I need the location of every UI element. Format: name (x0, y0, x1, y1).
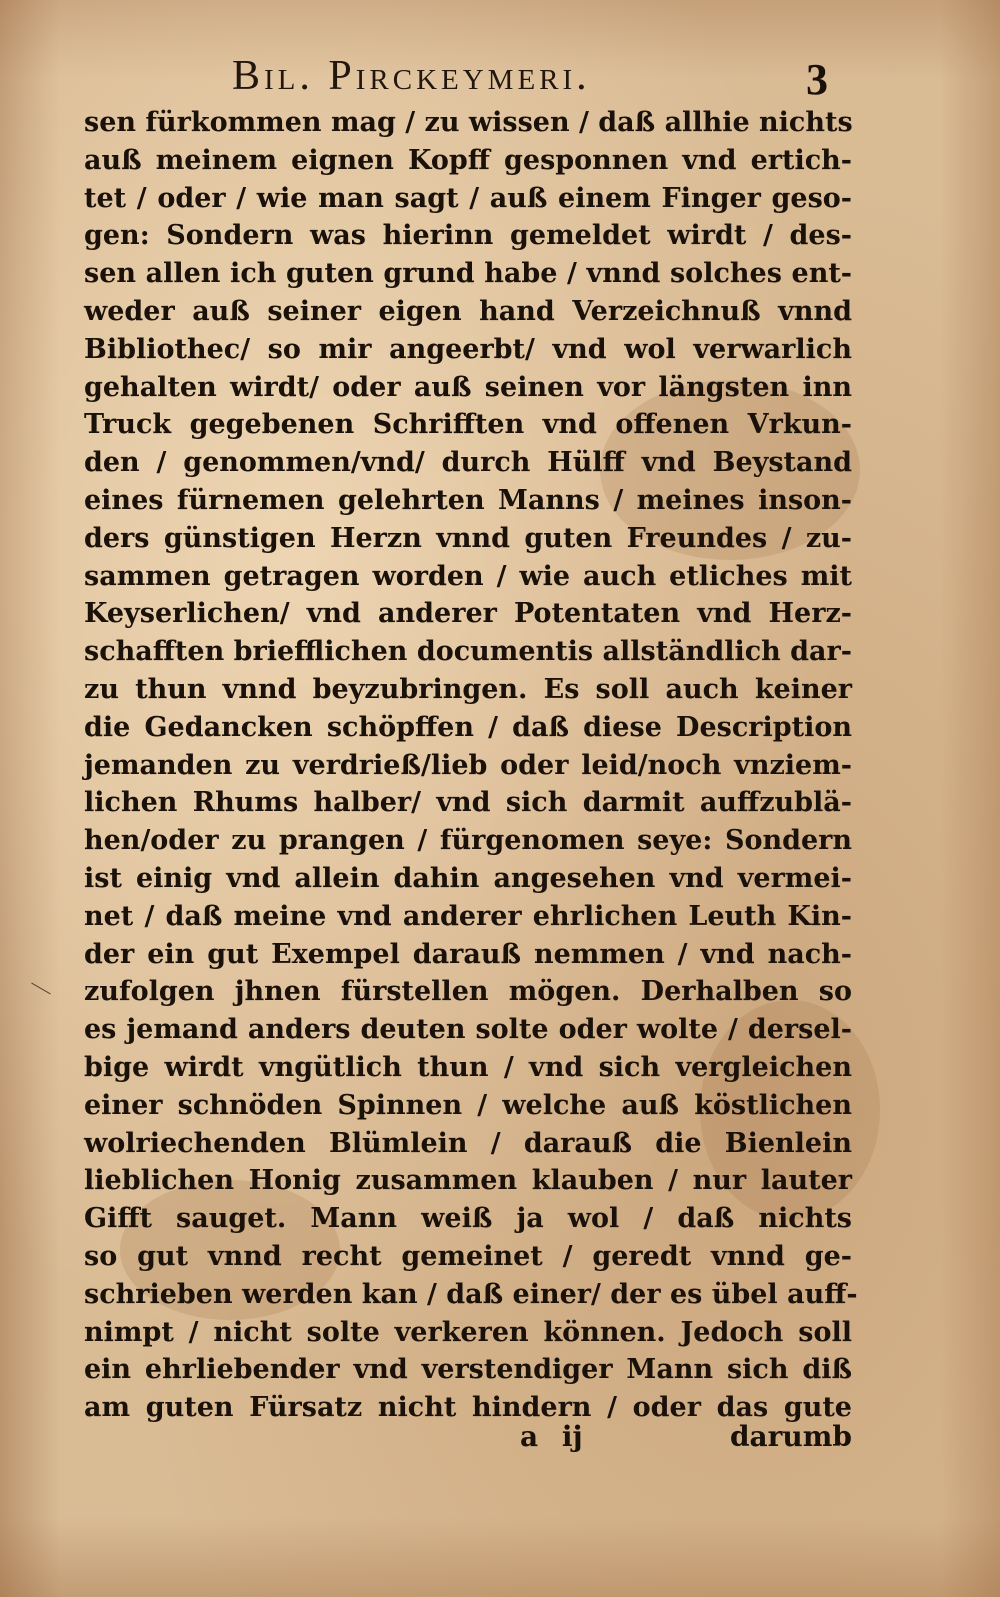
text-line: zu thun vnnd beyzubringen. Es soll auch keiner (84, 673, 852, 705)
text-line: Gifft sauget. Mann weiß ja wol / daß nichts (84, 1203, 852, 1235)
text-line: sammen getragen worden / wie auch etliches mit (84, 560, 852, 592)
text-line: net / daß meine vnd anderer ehrlichen Leuth Kin- (84, 900, 852, 932)
text-line: der ein gut Exempel darauß nemmen / vnd nach- (84, 938, 852, 970)
signature-mark: a ij (520, 1420, 583, 1453)
text-line: so gut vnnd recht gemeinet / geredt vnnd ge- (84, 1240, 852, 1272)
text-line: ders günstigen Herzn vnnd guten Freundes / zu- (84, 522, 852, 554)
page-footer (0, 1420, 1000, 1464)
text-line: nimpt / nicht solte verkeren können. Jedoch soll (84, 1316, 852, 1348)
body-text (84, 104, 858, 1427)
text-line: den / genommen/vnd/ durch Hülff vnd Beystand (84, 447, 852, 479)
text-line: wolriechenden Blümlein / darauß die Bienlein (84, 1127, 852, 1159)
text-line: schrieben werden kan / daß einer/ der es übel auff- (84, 1278, 858, 1310)
text-line: Truck gegebenen Schrifften vnd offenen Vrkun- (84, 409, 852, 441)
text-line: gen: Sondern was hierinn gemeldet wirdt / des- (84, 220, 852, 252)
text-line: ein ehrliebender vnd verstendiger Mann sich diß (84, 1354, 852, 1386)
text-line: lichen Rhums halber/ vnd sich darmit auffzublä- (84, 787, 852, 819)
text-line: eines fürnemen gelehrten Manns / meines inson- (84, 484, 852, 516)
text-line: auß meinem eignen Kopff gesponnen vnd ertich- (84, 144, 852, 176)
text-line: weder auß seiner eigen hand Verzeichnuß vnnd (84, 295, 852, 327)
text-line: am guten Fürsatz nicht hindern / oder das gute (84, 1392, 852, 1424)
text-line: tet / oder / wie man sagt / auß einem Finger geso- (84, 182, 852, 214)
text-line: jemanden zu verdrieß/lieb oder leid/noch vnziem- (84, 749, 852, 781)
margin-mark (31, 983, 51, 995)
text-line: gehalten wirdt/ oder auß seinen vor längsten inn (84, 371, 852, 403)
text-line: schafften briefflichen documentis allständlich dar- (84, 636, 852, 668)
page-number: 3 (806, 55, 828, 104)
running-head: Bil. Pirckeymeri. (232, 53, 591, 99)
text-line: sen allen ich guten grund habe / vnnd solches ent- (84, 258, 852, 290)
text-line: zufolgen jhnen fürstellen mögen. Derhalben so (84, 976, 852, 1008)
text-line: hen/oder zu prangen / fürgenomen seye: Sondern (84, 825, 852, 857)
text-line: sen fürkommen mag / zu wissen / daß allhie nichts (84, 107, 853, 138)
text-line: Bibliothec/ so mir angeerbt/ vnd wol verwarlich (84, 333, 852, 365)
text-line: einer schnöden Spinnen / welche auß köstlichen (84, 1089, 852, 1121)
text-line: bige wirdt vngütlich thun / vnd sich vergleichen (84, 1051, 852, 1083)
text-line: lieblichen Honig zusammen klauben / nur lauter (84, 1165, 852, 1197)
catchword: darumb (729, 1420, 852, 1453)
text-line: es jemand anders deuten solte oder wolte / dersel- (84, 1014, 852, 1046)
page-header (0, 52, 1000, 102)
text-line: Keyserlichen/ vnd anderer Potentaten vnd Herz- (84, 598, 852, 630)
text-line: ist einig vnd allein dahin angesehen vnd vermei- (84, 862, 852, 894)
text-line: die Gedancken schöpffen / daß diese Description (84, 711, 852, 743)
